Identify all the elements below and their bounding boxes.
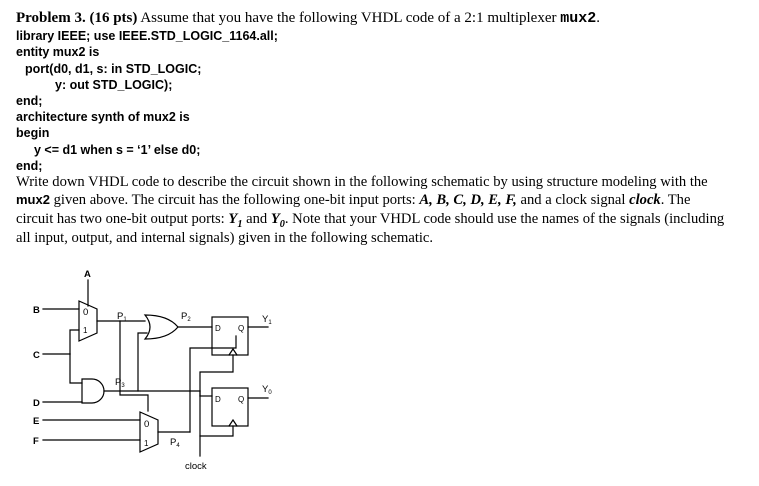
paragraph-line-4: all input, output, and internal signals) given in the following schematic. [16,230,434,246]
mux2-in1: 1 [144,439,149,448]
paragraph-line-1: Write down VHDL code to describe the circuit shown in the following schematic by using structure modeling with the [16,174,708,190]
output-y1: $Y_1$ [262,314,272,326]
paragraph-clock: clock [629,192,661,208]
ff0-clock-triangle [229,420,237,426]
label-p2: $P_2$ [181,311,191,323]
code-line-end-arch: end; [16,159,43,173]
paragraph-text-2c: . The [660,192,691,208]
or-gate-p2 [145,315,178,339]
paragraph-text-2a: given above. The circuit has the following one-bit input ports: [53,192,416,208]
ff0-q: Q [238,395,245,404]
code-line-port: port(d0, d1, s: in STD_LOGIC; [25,62,202,76]
code-line-architecture: architecture synth of mux2 is [16,110,190,124]
mux-name: mux2 [560,10,597,27]
code-line-assign: y <= d1 when s = ‘1’ else d0; [34,143,201,157]
code-line-port-y: y: out STD_LOGIC); [55,78,173,92]
wire-p1-to-mux2-select [120,321,148,411]
wire-c-to-and [70,354,82,383]
ff1-q: Q [238,324,245,333]
flip-flop-y1 [212,317,248,355]
ff1-d: D [215,324,221,333]
input-e: E [33,416,40,427]
flip-flop-y0 [212,388,248,426]
wire-p3-to-or [138,333,147,391]
problem-points: (16 pts) [89,10,138,26]
mux1-in1: 1 [83,326,88,335]
code-line-begin: begin [16,126,50,140]
paragraph-text-2b: and a clock signal [520,192,626,208]
clock-label: clock [185,461,207,472]
paragraph-y1: $Y_1$ [228,211,243,230]
label-p1: $P_1$ [117,311,127,323]
code-line-entity: entity mux2 is [16,45,100,59]
mux1-in0: 0 [83,307,89,318]
input-c: C [33,350,40,361]
wire-clock [200,355,233,456]
problem-intro: Assume that you have the following VHDL code of a 2:1 multiplexer [140,10,557,26]
paragraph-ports: A, B, C, D, E, F, [419,192,517,208]
paragraph-and: and [246,211,268,227]
paragraph-text-3a: circuit has two one-bit output ports: [16,211,225,227]
output-y0: $Y_0$ [262,384,272,396]
code-line-library: library IEEE; use IEEE.STD_LOGIC_1164.all; [16,29,278,43]
input-f: F [33,436,39,447]
and-gate-p3 [82,379,104,403]
paragraph-y0: $Y_0$ [270,211,285,230]
wire-c-to-mux [70,330,79,354]
ff0-d: D [215,395,221,404]
label-p4: $P_4$ [170,437,180,449]
paragraph-mux-name: mux2 [16,192,50,207]
mux2-symbol [140,412,158,452]
input-d: D [33,398,40,409]
input-b: B [33,305,40,316]
ff1-clock-triangle [229,349,237,355]
mux2-in0: 0 [144,419,150,430]
title-period: . [596,10,601,26]
problem-number: Problem 3. [16,10,86,26]
input-a: A [84,269,91,280]
paragraph-text-3b: . Note that your VHDL code should use the names of the signals (including [284,211,725,227]
code-line-end-entity: end; [16,94,43,108]
label-p3: $P_3$ [115,377,125,389]
